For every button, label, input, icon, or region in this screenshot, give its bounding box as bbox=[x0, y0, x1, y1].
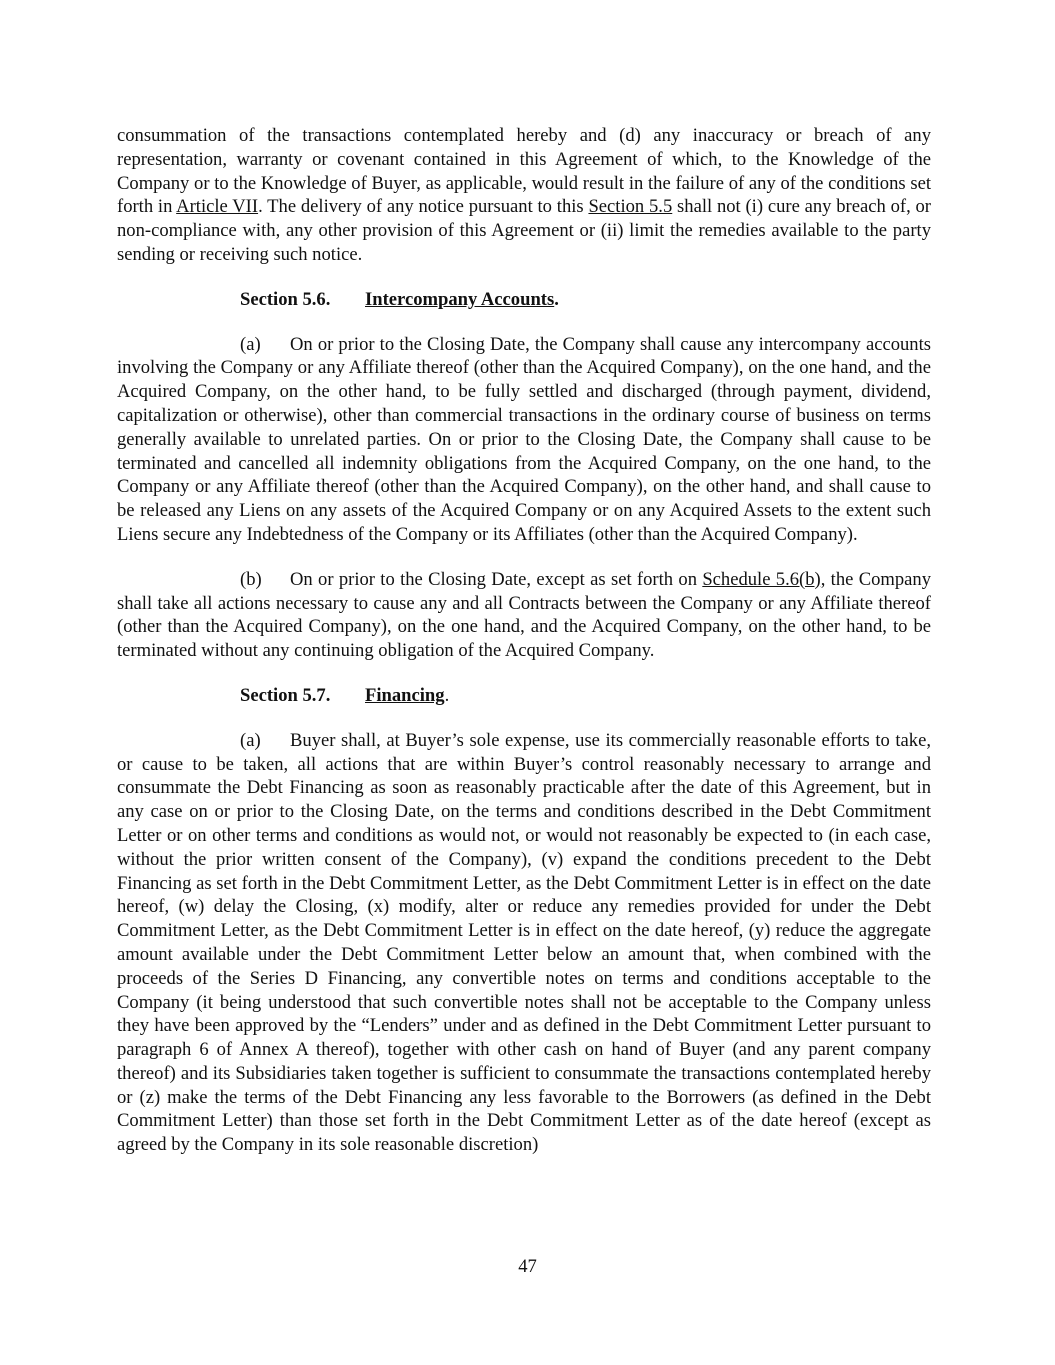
section-5-5-reference: Section 5.5 bbox=[588, 196, 673, 218]
section-5-6-b-text-1: On or prior to the Closing Date, except as set forth on bbox=[290, 568, 703, 590]
intro-text-1: consummation of the transactions contemplated hereby and (d) any inaccuracy or breach of any representation, warranty or covenant contained in this Agreement of which, to the Knowledge of the Company or to the Knowledge of Buyer, as applicable, would result in the failure of any of the conditions set forth in bbox=[117, 125, 931, 218]
section-5-6-b-text-2: , the Company shall take all actions necessary to cause any and all Contracts between the Company or any Affiliate thereof (other than the Acquired Company), on the one hand, and the Acquired Company, on the other hand, to be terminated without any continuing obligation of the Acquired Company. bbox=[117, 568, 932, 662]
intro-text-3: shall not (i) cure any breach of, or non-compliance with, any other provision of this Agreement or (ii) limit the remedies available to the party sending or receiving such notice. bbox=[117, 196, 931, 265]
section-5-6-b-label: (b) bbox=[240, 568, 262, 590]
intro-paragraph bbox=[117, 124, 931, 267]
schedule-5-6-b-reference: Schedule 5.6(b) bbox=[702, 568, 821, 590]
section-5-6-title: Intercompany Accounts bbox=[365, 288, 555, 310]
section-5-7-a-label: (a) bbox=[240, 729, 261, 751]
section-5-7-title-suffix: . bbox=[444, 684, 450, 706]
section-5-7-paragraph-a bbox=[117, 729, 931, 1157]
document-page bbox=[117, 124, 931, 1178]
section-5-6-a-label: (a) bbox=[240, 333, 261, 355]
section-5-6-title-suffix: . bbox=[554, 288, 559, 310]
article-vii-reference: Article VII bbox=[176, 196, 259, 218]
page-number: 47 bbox=[518, 1256, 537, 1277]
intro-text-2: . The delivery of any notice pursuant to this bbox=[258, 196, 589, 218]
section-5-6-paragraph-a bbox=[117, 333, 931, 547]
section-5-7-title: Financing bbox=[365, 684, 445, 706]
section-5-7-a-text: Buyer shall, at Buyer’s sole expense, use its commercially reasonable efforts to take, or cause to be taken, all actions that are within Buyer’s control reasonably necessary to arrange and consummate the Debt Financing as soon as reasonably practicable after the date of this Agreement, but in any case on or prior to the Closing Date, on the terms and conditions described in the Debt Commitment Letter or on other terms and conditions as would not, or would not reasonably be expected to (in each case, without the prior written consent of the Company), (v) expand the conditions precedent to the Debt Financing as set forth in the Debt Commitment Letter, as the Debt Commitment Letter is in effect on the date hereof, (w) delay the Closing, (x) modify, alter or reduce any remedies provided for under the Debt Commitment Letter, as the Debt Commitment Letter is in effect on the date hereof, (y) reduce the aggregate amount available under the Debt Commitment Letter below an amount that, when combined with the proceeds of the Series D Financing, any convertible notes on terms and conditions acceptable to the Company (it being understood that such convertible notes shall not be acceptable to the Company unless they have been approved by the “Lenders” under and as defined in the Debt Commitment Letter pursuant to paragraph 6 of Annex A thereof), together with other cash on hand of Buyer (and any parent company thereof) and its Subsidiaries taken together is sufficient to consummate the transactions contemplated hereby or (z) make the terms of the Debt Financing any less favorable to the Borrowers (as defined in the Debt Commitment Letter) than those set forth in the Debt Commitment Letter as of the date hereof (except as agreed by the Company in its sole reasonable discretion) bbox=[117, 729, 931, 1156]
section-5-7-number: Section 5.7. bbox=[240, 684, 331, 706]
section-5-7-heading bbox=[117, 684, 931, 708]
section-5-6-number: Section 5.6. bbox=[240, 288, 331, 310]
section-5-6-heading bbox=[117, 288, 931, 312]
section-5-6-paragraph-b bbox=[117, 568, 931, 663]
section-5-6-a-text: On or prior to the Closing Date, the Company shall cause any intercompany accounts involving the Company or any Affiliate thereof (other than the Acquired Company), on the one hand, and the Acquired Company, on the other hand, to be fully settled and discharged (through payment, dividend, capitalization or otherwise), other than commercial transactions in the ordinary course of business on terms generally available to unrelated parties. On or prior to the Closing Date, the Company shall cause to be terminated and cancelled all indemnity obligations from the Acquired Company, on the one hand, to the Company or any Affiliate thereof (other than the Acquired Company), on the other hand, and shall cause to be released any Liens on any assets of the Acquired Company or on any Acquired Assets to the extent such Liens secure any Indebtedness of the Company or its Affiliates (other than the Acquired Company). bbox=[117, 333, 931, 545]
